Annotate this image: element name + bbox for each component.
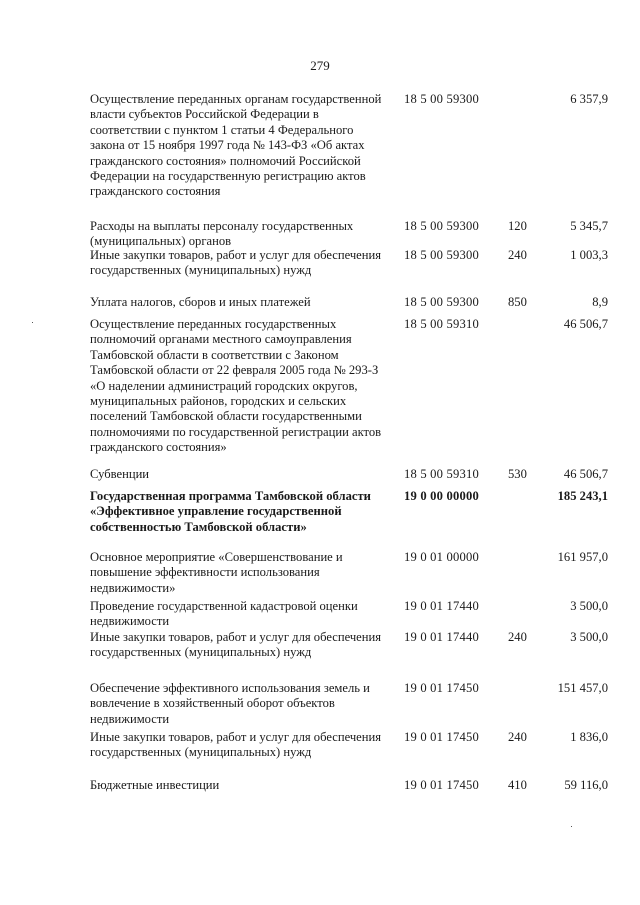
target-code: 19 0 01 00000 (404, 550, 480, 564)
amount: 3 500,0 (570, 630, 608, 644)
expense-type-code: 410 (508, 778, 527, 792)
expense-name: Субвенции (90, 467, 150, 481)
amount: 151 457,0 (557, 681, 608, 695)
expense-name: Уплата налогов, сборов и иных платежей (90, 295, 311, 309)
target-code: 19 0 01 17450 (404, 681, 480, 695)
target-code: 19 0 01 17440 (404, 630, 480, 644)
expense-type-code: 120 (508, 219, 527, 233)
expense-name: Осуществление переданных органам государственной власти субъектов Российской Федерации в соответствии с пунктом 1 статьи 4 Федерального закона от 15 ноября 1997 года № 143-ФЗ «Об актах гражданского состояния» полномочий Российской Федерации на государственную регистрацию актов гражданского состояния (90, 92, 382, 199)
expense-name: Бюджетные инвестиции (90, 778, 220, 792)
amount: 46 506,7 (563, 467, 608, 481)
scan-speck (571, 826, 572, 827)
expense-name: Иные закупки товаров, работ и услуг для обеспечения государственных (муниципальных) нужд (90, 630, 382, 660)
target-code: 18 5 00 59310 (404, 467, 480, 481)
target-code: 18 5 00 59300 (404, 219, 480, 233)
target-code: 19 0 01 17440 (404, 599, 480, 613)
amount: 1 003,3 (570, 248, 608, 262)
expense-name: Расходы на выплаты персоналу государственных (муниципальных) органов (90, 219, 354, 249)
target-code: 19 0 00 00000 (404, 489, 480, 503)
page-number: 279 (310, 58, 330, 73)
amount: 161 957,0 (557, 550, 608, 564)
expense-type-code: 850 (508, 295, 527, 309)
target-code: 18 5 00 59310 (404, 317, 480, 331)
expense-type-code: 240 (508, 630, 527, 644)
expense-name: Государственная программа Тамбовской области «Эффективное управление государственной собственностью Тамбовской области» (90, 489, 371, 534)
amount: 3 500,0 (570, 599, 608, 613)
amount: 1 836,0 (570, 730, 608, 744)
amount: 185 243,1 (557, 489, 608, 503)
amount: 59 116,0 (564, 778, 608, 792)
target-code: 18 5 00 59300 (404, 248, 480, 262)
expense-name: Обеспечение эффективного использования земель и вовлечение в хозяйственный оборот объектов недвижимости (90, 681, 370, 726)
expense-type-code: 530 (508, 467, 527, 481)
target-code: 18 5 00 59300 (404, 295, 480, 309)
expense-type-code: 240 (508, 730, 527, 744)
target-code: 19 0 01 17450 (404, 730, 480, 744)
amount: 8,9 (592, 295, 608, 309)
expense-name: Осуществление переданных государственных полномочий органами местного самоуправления Тамбовской области в соответствии с Законом Тамбовской области от 22 февраля 2005 года № 293-З «О наделении администраций городских округов, муниципальных районов, городских и сельских поселений Тамбовской области государственными полномочиями по государственной регистрации актов гражданского состояния» (90, 317, 382, 455)
expense-type-code: 240 (508, 248, 527, 262)
amount: 5 345,7 (570, 219, 608, 233)
amount: 46 506,7 (563, 317, 608, 331)
expense-name: Иные закупки товаров, работ и услуг для обеспечения государственных (муниципальных) нужд (90, 248, 382, 278)
target-code: 19 0 01 17450 (404, 778, 480, 792)
target-code: 18 5 00 59300 (404, 92, 480, 106)
scan-speck (32, 322, 33, 323)
amount: 6 357,9 (570, 92, 608, 106)
expense-name: Проведение государственной кадастровой оценки недвижимости (90, 599, 358, 629)
expense-name: Иные закупки товаров, работ и услуг для обеспечения государственных (муниципальных) нужд (90, 730, 382, 760)
expense-name: Основное мероприятие «Совершенствование и повышение эффективности использования недвижимости» (90, 550, 343, 595)
